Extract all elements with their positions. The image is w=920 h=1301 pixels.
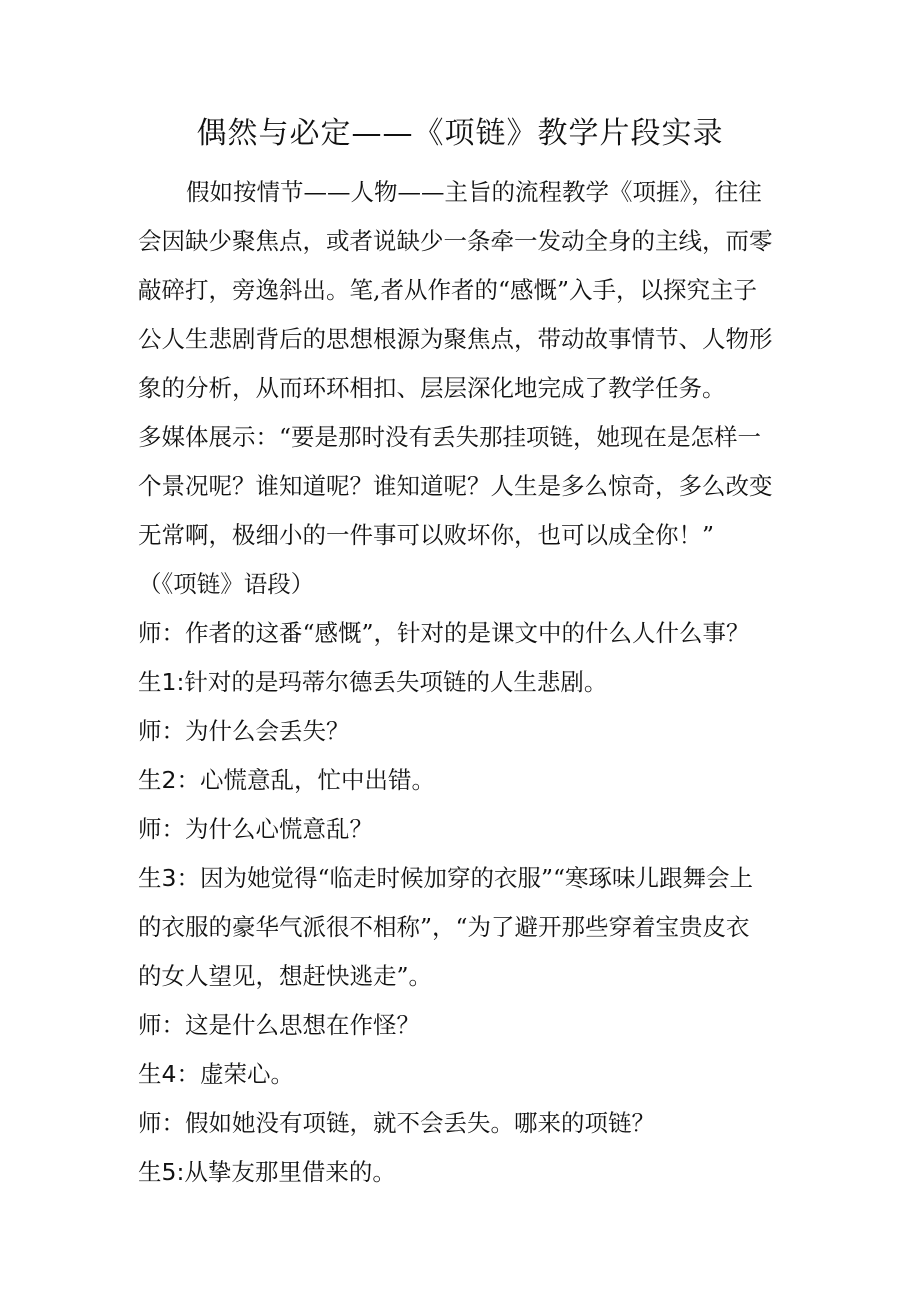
dialogue-line — [138, 1001, 788, 1050]
speaker-label: 生3： — [138, 864, 200, 892]
dialogue-text: 这是什么思想在作怪？ — [185, 1011, 420, 1039]
dialogue-text: 针对的是玛蒂尔德丢失项链的人生悲剧。 — [184, 668, 608, 696]
dialogue-line — [138, 1099, 788, 1148]
dialogue-text: 因为她觉得“临走时候加穿的衣服”“寒琢味儿跟舞会上 — [199, 864, 753, 892]
dialogue-line — [138, 658, 788, 707]
dialogue-text: 虚荣心。 — [199, 1060, 294, 1088]
document-title: 偶然与必定——《项链》教学片段实录 — [196, 116, 724, 151]
dialogue-continuation: 的女人望见，想赶快逃走”。 — [138, 962, 433, 990]
dialogue-line — [138, 1050, 788, 1099]
dialogue-text: 作者的这番“感慨”，针对的是课文中的什么人什么事？ — [185, 619, 750, 647]
intro-line: 会因缺少聚焦点，或者说缺少一条牵一发动全身的主线，而零 — [138, 227, 773, 255]
intro-paragraph — [138, 168, 788, 413]
intro-line: 敲碎打，旁逸斜出。笔,者从作者的“感慨”入手，以探究主子 — [138, 276, 757, 304]
speaker-label: 生2： — [138, 766, 200, 794]
dialogue-text: 从挚友那里借来的。 — [184, 1158, 396, 1186]
speaker-label: 生1: — [138, 668, 185, 696]
quote-paragraph — [138, 413, 788, 609]
speaker-label: 师： — [138, 1011, 185, 1039]
dialogue-text: 为什么心慌意乱？ — [185, 815, 373, 843]
dialogue-text: 为什么会丢失？ — [185, 717, 350, 745]
speaker-label: 师： — [138, 1109, 185, 1137]
speaker-label: 师： — [138, 717, 185, 745]
dialogue-line — [138, 854, 788, 903]
quote-line: 无常啊，极细小的一件事可以败坏你，也可以成全你！” — [138, 521, 715, 549]
intro-line: 假如按情节——人物——主旨的流程教学《项捱》，往往 — [186, 178, 762, 206]
dialogue-line — [138, 1148, 788, 1197]
dialogue-section — [138, 609, 788, 1197]
speaker-label: 师： — [138, 619, 185, 647]
dialogue-line — [138, 805, 788, 854]
speaker-label: 师： — [138, 815, 185, 843]
dialogue-long-block — [138, 854, 788, 1001]
intro-line: 公人生悲剧背后的思想根源为聚焦点，带动故事情节、人物形 — [138, 325, 773, 353]
quote-source: （《项链》语段） — [138, 570, 315, 598]
quote-line: 多媒体展示：“要是那时没有丢失那挂项链，她现在是怎样一 — [138, 423, 762, 451]
speaker-label: 生4： — [138, 1060, 200, 1088]
dialogue-text: 假如她没有项链，就不会丢失。哪来的项链？ — [185, 1109, 655, 1137]
dialogue-line — [138, 707, 788, 756]
dialogue-text: 心慌意乱，忙中出错。 — [199, 766, 435, 794]
document-body — [138, 168, 788, 1197]
dialogue-continuation: 的衣服的豪华气派很不相称”，“为了避开那些穿着宝贵皮衣 — [138, 913, 750, 941]
intro-line: 象的分析，从而环环相扣、层层深化地完成了教学任务。 — [138, 374, 726, 402]
dialogue-line — [138, 756, 788, 805]
dialogue-line — [138, 609, 788, 658]
quote-line: 个景况呢？谁知道呢？谁知道呢？人生是多么惊奇，多么改变 — [138, 472, 773, 500]
speaker-label: 生5: — [138, 1158, 185, 1186]
